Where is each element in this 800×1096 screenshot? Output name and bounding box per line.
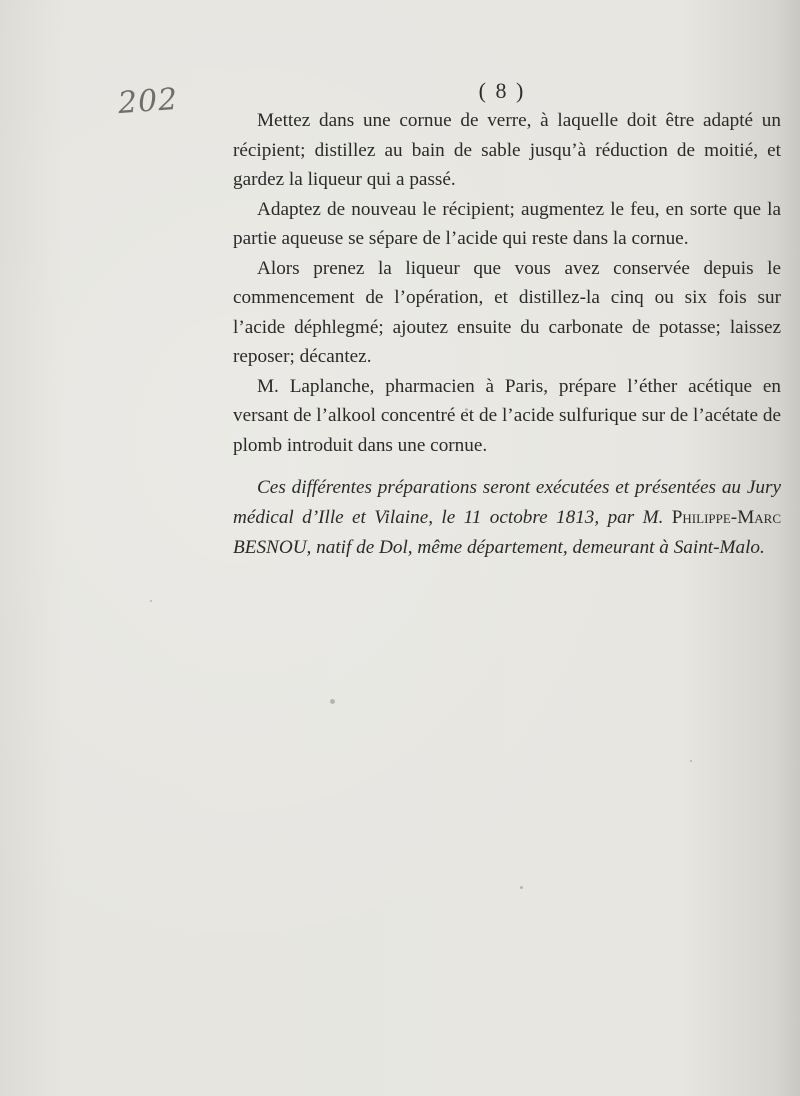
- handwritten-folio-number: 202: [116, 81, 180, 122]
- paragraph-3: Alors prenez la liqueur que vous avez conservée depuis le commencement de l’opération, et distillez-la cinq ou six fois sur l’acide déphlegmé; ajoutez ensuite du carbonate de potasse; laissez reposer; décantez.: [233, 257, 781, 367]
- body-text: [233, 106, 781, 563]
- page-number: ( 8 ): [478, 78, 526, 103]
- paragraph-2: Adaptez de nouveau le récipient; augmentez le feu, en sorte que la partie aqueuse se sépare de l’acide qui reste dans la cornue.: [233, 198, 781, 249]
- paragraph-1: Mettez dans une cornue de verre, à laquelle doit être adapté un récipient; distillez au bain de sable jusqu’à réduction de moitié, et gardez la liqueur qui a passé.: [233, 110, 781, 190]
- closing-note-text-after: BESNOU, natif de Dol, même département, demeurant à Saint-Malo.: [233, 537, 765, 558]
- closing-note: [233, 473, 781, 563]
- paragraph-4: M. Laplanche, pharmacien à Paris, prépare l’éther acétique en versant de l’alkool concentré et de l’acide sulfurique sur de l’acétate de plomb introduit dans une cornue.: [233, 375, 781, 456]
- closing-note-name: Philippe-Marc: [671, 507, 781, 528]
- closing-note-text-before: Ces différentes préparations seront exécutées et présentées au Jury médical d’Ille et Vilaine, le 11 octobre 1813, par M.: [233, 477, 781, 528]
